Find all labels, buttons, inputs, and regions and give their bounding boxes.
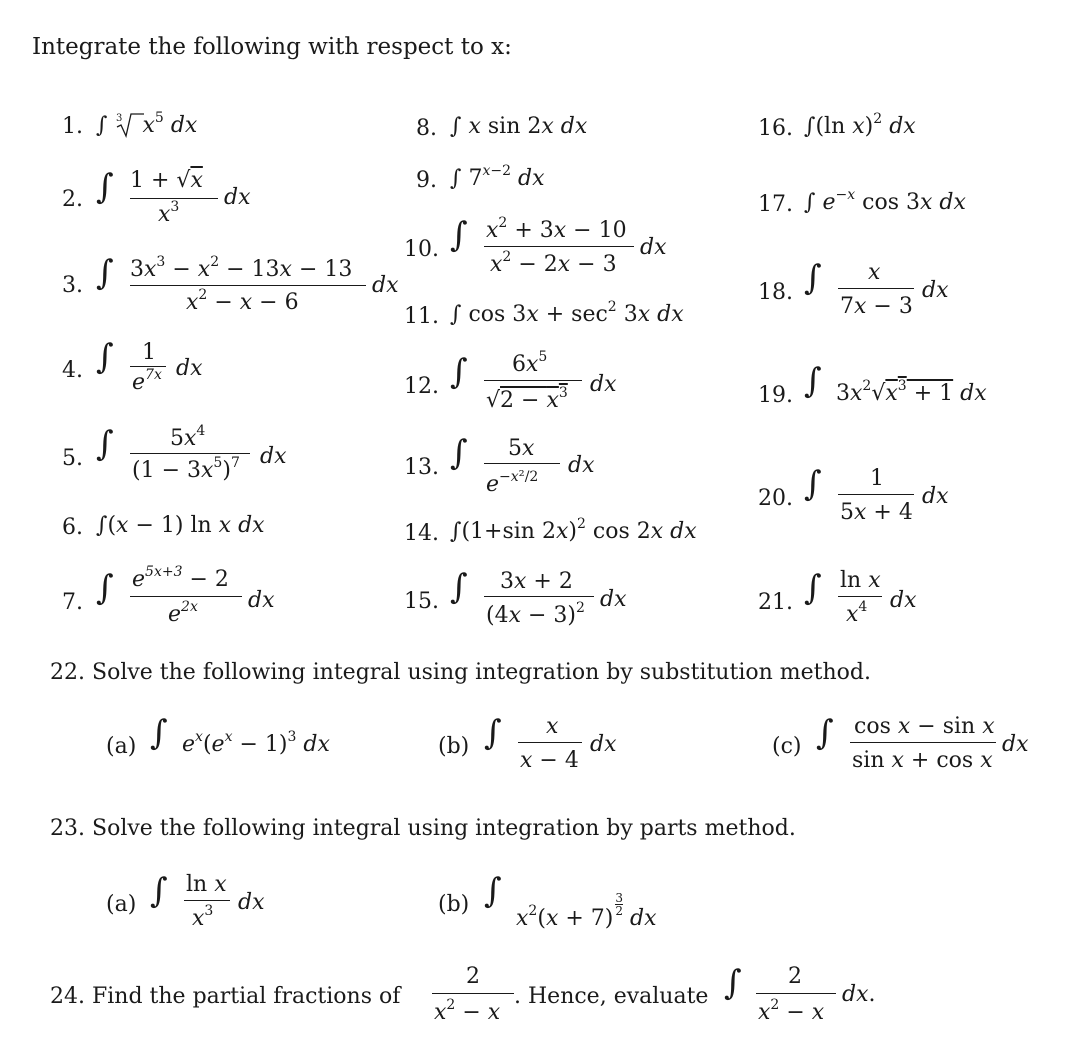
question-number-1: 1.: [62, 114, 83, 139]
integral-11: ∫ $\cos 3x + \sec^2 3x$ dx: [450, 299, 684, 327]
numerator: 1 + √x: [130, 168, 203, 193]
question-22: 22. Solve the following integral using integration by substitution method.: [50, 660, 871, 685]
question-number-2: 2.: [62, 187, 83, 212]
differential: dx: [224, 185, 251, 210]
integral-sign: ∫: [724, 963, 742, 1003]
differential: dx: [922, 484, 949, 509]
denominator: $x^4$: [846, 599, 868, 627]
fraction-bar: [838, 494, 914, 495]
integral-sign: ∫: [450, 433, 468, 473]
fraction-bar: [130, 285, 366, 286]
integral-sign: ∫: [484, 871, 502, 911]
integral-sign: ∫: [816, 713, 834, 753]
question-number-19: 19.: [758, 383, 793, 408]
integral-sign: ∫: [96, 253, 114, 293]
fraction-bar: [130, 596, 242, 597]
part-label: (b): [438, 734, 470, 759]
integrand: $3x^2√x^3 + 1$ dx: [836, 378, 987, 406]
differential: dx: [600, 587, 627, 612]
denominator: $x^2 - 2x - 3$: [490, 249, 617, 277]
integral-sign: ∫: [96, 568, 114, 608]
differential: dx: [568, 453, 595, 478]
denominator: $x^2 - x$: [758, 997, 825, 1025]
numerator: 2: [466, 964, 480, 989]
question-number-4: 4.: [62, 358, 83, 383]
integrand-22a: $e^x(e^x - 1)^3$ dx: [182, 729, 330, 757]
fraction-bar: [838, 596, 882, 597]
integral-sign: ∫: [450, 352, 468, 392]
integral-sign: ∫: [804, 258, 822, 298]
integral-sign: ∫: [96, 424, 114, 464]
denominator: 5x + 4: [840, 500, 913, 525]
denominator: 7x − 3: [840, 294, 913, 319]
numerator: $3x^3 - x^2 - 13x - 13$: [130, 254, 353, 282]
fraction-bar: [484, 463, 560, 464]
integral-1: ∫ 3 $x^5$ dx: [96, 110, 198, 138]
denominator: $e^{-x^2/2}$: [486, 467, 539, 497]
integral-sign: ∫: [804, 464, 822, 504]
numerator: cos x − sin x: [854, 714, 995, 739]
question-number-21: 21.: [758, 590, 793, 615]
question-number-18: 18.: [758, 280, 793, 305]
part-label: (c): [772, 734, 802, 759]
question-number-10: 10.: [404, 237, 439, 262]
question-number-9: 9.: [416, 168, 437, 193]
question-number-7: 7.: [62, 590, 83, 615]
part-label: (a): [106, 734, 137, 759]
integral-sign: ∫: [96, 337, 114, 377]
numerator: 1: [870, 466, 884, 491]
integral-sign: ∫: [484, 713, 502, 753]
denominator: x − 4: [520, 748, 579, 773]
numerator: $6x^5$: [512, 349, 548, 377]
differential: dx: [238, 890, 265, 915]
denominator: $(4x - 3)^2$: [486, 600, 585, 628]
question-number-17: 17.: [758, 192, 793, 217]
integral-16: ∫(ln x)$^2$ dx: [804, 111, 916, 139]
fraction-bar: [838, 288, 914, 289]
integral-8: ∫ x sin 2x dx: [450, 114, 588, 139]
fraction-bar: [484, 596, 594, 597]
denominator: $x^3$: [192, 903, 214, 931]
question-number-13: 13.: [404, 455, 439, 480]
differential: dx: [890, 588, 917, 613]
numerator: x: [868, 260, 881, 285]
cube-root-sign: [114, 112, 144, 138]
numerator: ln x: [840, 568, 881, 593]
differential: dx: [248, 588, 275, 613]
integral-6: ∫(x − 1) ln x dx: [96, 513, 265, 538]
differential: dx: [260, 444, 287, 469]
question-number-5: 5.: [62, 446, 83, 471]
denominator: sin x + cos x: [852, 748, 993, 773]
fraction-bar: [184, 900, 230, 901]
denominator: $(1 - 3x^5)^7$: [132, 455, 240, 483]
fraction-bar: [432, 993, 514, 994]
numerator: $5x^4$: [170, 423, 206, 451]
integral-sign: ∫: [150, 713, 168, 753]
differential: dx: [372, 273, 399, 298]
integral-sign: ∫: [804, 568, 822, 608]
differential: dx: [922, 278, 949, 303]
question-24-prefix: 24. Find the partial fractions of: [50, 984, 401, 1009]
instruction: Integrate the following with respect to x:: [32, 34, 512, 60]
integral-sign: ∫: [804, 361, 822, 401]
numerator: 2: [788, 964, 802, 989]
differential: dx: [590, 372, 617, 397]
fraction-bar: [756, 993, 836, 994]
integrand-23b: $x^2(x + 7)$ $\frac{3}{2}$ dx: [516, 891, 657, 931]
numerator: $x^2 + 3x - 10$: [486, 215, 627, 243]
part-label: (a): [106, 892, 137, 917]
numerator: 1: [142, 340, 156, 365]
fraction-bar: [518, 742, 582, 743]
denominator: $√2 - x^3$: [486, 385, 568, 413]
integral-9: ∫ $7^{x-2}$ dx: [450, 163, 545, 191]
differential: dx: [176, 356, 203, 381]
question-number-12: 12.: [404, 374, 439, 399]
numerator: $e^{5x+3} - 2$: [132, 564, 229, 592]
fraction-bar: [484, 380, 582, 381]
differential: dx: [590, 732, 617, 757]
question-number-3: 3.: [62, 273, 83, 298]
denominator: $x^3$: [158, 199, 180, 227]
question-number-8: 8.: [416, 116, 437, 141]
question-24-suffix: . Hence, evaluate: [514, 984, 709, 1009]
numerator: 3x + 2: [500, 569, 573, 594]
numerator: ln x: [186, 872, 227, 897]
question-number-20: 20.: [758, 486, 793, 511]
numerator: 5x: [508, 436, 535, 461]
differential: dx: [1002, 732, 1029, 757]
question-number-16: 16.: [758, 116, 793, 141]
numerator: x: [546, 714, 559, 739]
fraction-bar: [850, 742, 996, 743]
question-number-14: 14.: [404, 521, 439, 546]
differential: dx: [640, 235, 667, 260]
svg-text:3: 3: [116, 113, 123, 124]
integral-sign: ∫: [150, 871, 168, 911]
differential: dx.: [842, 982, 876, 1007]
integral-sign: ∫: [450, 567, 468, 607]
integral-sign: ∫: [450, 215, 468, 255]
integral-14: ∫(1+sin 2x)$^2$ cos 2x dx: [450, 516, 697, 544]
integral-17: ∫ $e^{-x}$ cos 3x dx: [804, 187, 966, 215]
denominator: $x^2 - x - 6$: [186, 287, 299, 315]
part-label: (b): [438, 892, 470, 917]
question-23: 23. Solve the following integral using integration by parts method.: [50, 816, 796, 841]
integral-sign: ∫: [96, 167, 114, 207]
denominator: $e^{7x}$: [132, 367, 162, 395]
question-number-11: 11.: [404, 304, 439, 329]
fraction-bar: [484, 246, 634, 247]
denominator: $e^{2x}$: [168, 599, 198, 627]
question-number-6: 6.: [62, 515, 83, 540]
denominator: $x^2 - x$: [434, 997, 501, 1025]
question-number-15: 15.: [404, 589, 439, 614]
